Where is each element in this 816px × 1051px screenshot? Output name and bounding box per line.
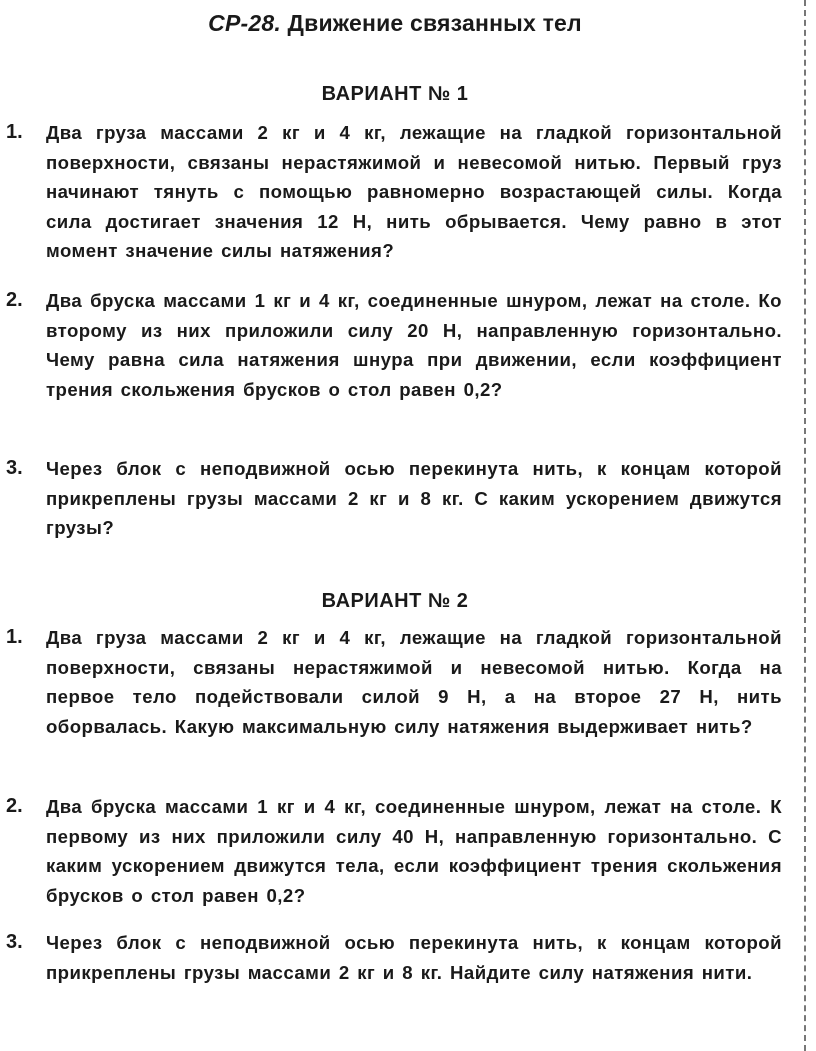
problem-number: 3. bbox=[6, 457, 23, 479]
problem-text: Через блок с неподвижной осью перекинута нить, к концам которой прикреплены грузы массами 2 кг и 8 кг. С каким ускорением движутся грузы? bbox=[46, 458, 782, 539]
page-title bbox=[0, 10, 790, 37]
problem-number: 2. bbox=[6, 289, 23, 311]
title-text: Движение связанных тел bbox=[287, 10, 582, 36]
problem-number: 1. bbox=[6, 626, 23, 648]
problem-number: 1. bbox=[6, 121, 23, 143]
problem-text: Через блок с неподвижной осью перекинута нить, к концам которой прикреплены грузы массами 2 кг и 8 кг. Найдите силу натяжения нити. bbox=[46, 932, 782, 983]
variant-1-heading: ВАРИАНТ № 1 bbox=[321, 83, 469, 105]
variant-1-problem-1 bbox=[6, 118, 782, 266]
problem-number: 2. bbox=[6, 795, 23, 817]
problem-number: 3. bbox=[6, 931, 23, 953]
variant-2-problem-3 bbox=[6, 928, 782, 987]
dashed-cut-line bbox=[804, 0, 806, 1051]
problem-text: Два бруска массами 1 кг и 4 кг, соединенные шнуром, лежат на столе. К первому из них приложили силу 40 Н, направленную горизонтально. С каким ускорением движутся тела, если коэффициент трения скольжения брусков о стол равен 0,2? bbox=[46, 796, 782, 906]
variant-2-heading: ВАРИАНТ № 2 bbox=[321, 590, 469, 612]
variant-2-problem-1 bbox=[6, 623, 782, 741]
problem-text: Два груза массами 2 кг и 4 кг, лежащие на гладкой горизонтальной поверхности, связаны нерастяжимой и невесомой нитью. Когда на первое тело подействовали силой 9 Н, а на второе 27 Н, нить оборвалась. Какую максимальную силу натяжения выдерживает нить? bbox=[46, 627, 782, 737]
variant-2-problem-2 bbox=[6, 792, 782, 910]
problem-text: Два бруска массами 1 кг и 4 кг, соединенные шнуром, лежат на столе. Ко второму из них приложили силу 20 Н, направленную горизонтально. Чему равна сила натяжения шнура при движении, если коэффициент трения скольжения брусков о стол равен 0,2? bbox=[46, 290, 782, 400]
title-code: СР-28. bbox=[208, 10, 281, 36]
problem-text: Два груза массами 2 кг и 4 кг, лежащие на гладкой горизонтальной поверхности, связаны нерастяжимой и невесомой нитью. Первый груз начинают тянуть с помощью равномерно возрастающей силы. Когда сила достигает значения 12 Н, нить обрывается. Чему равно в этот момент значение силы натяжения? bbox=[46, 122, 782, 262]
variant-1-problem-3 bbox=[6, 454, 782, 543]
variant-1-problem-2 bbox=[6, 286, 782, 404]
